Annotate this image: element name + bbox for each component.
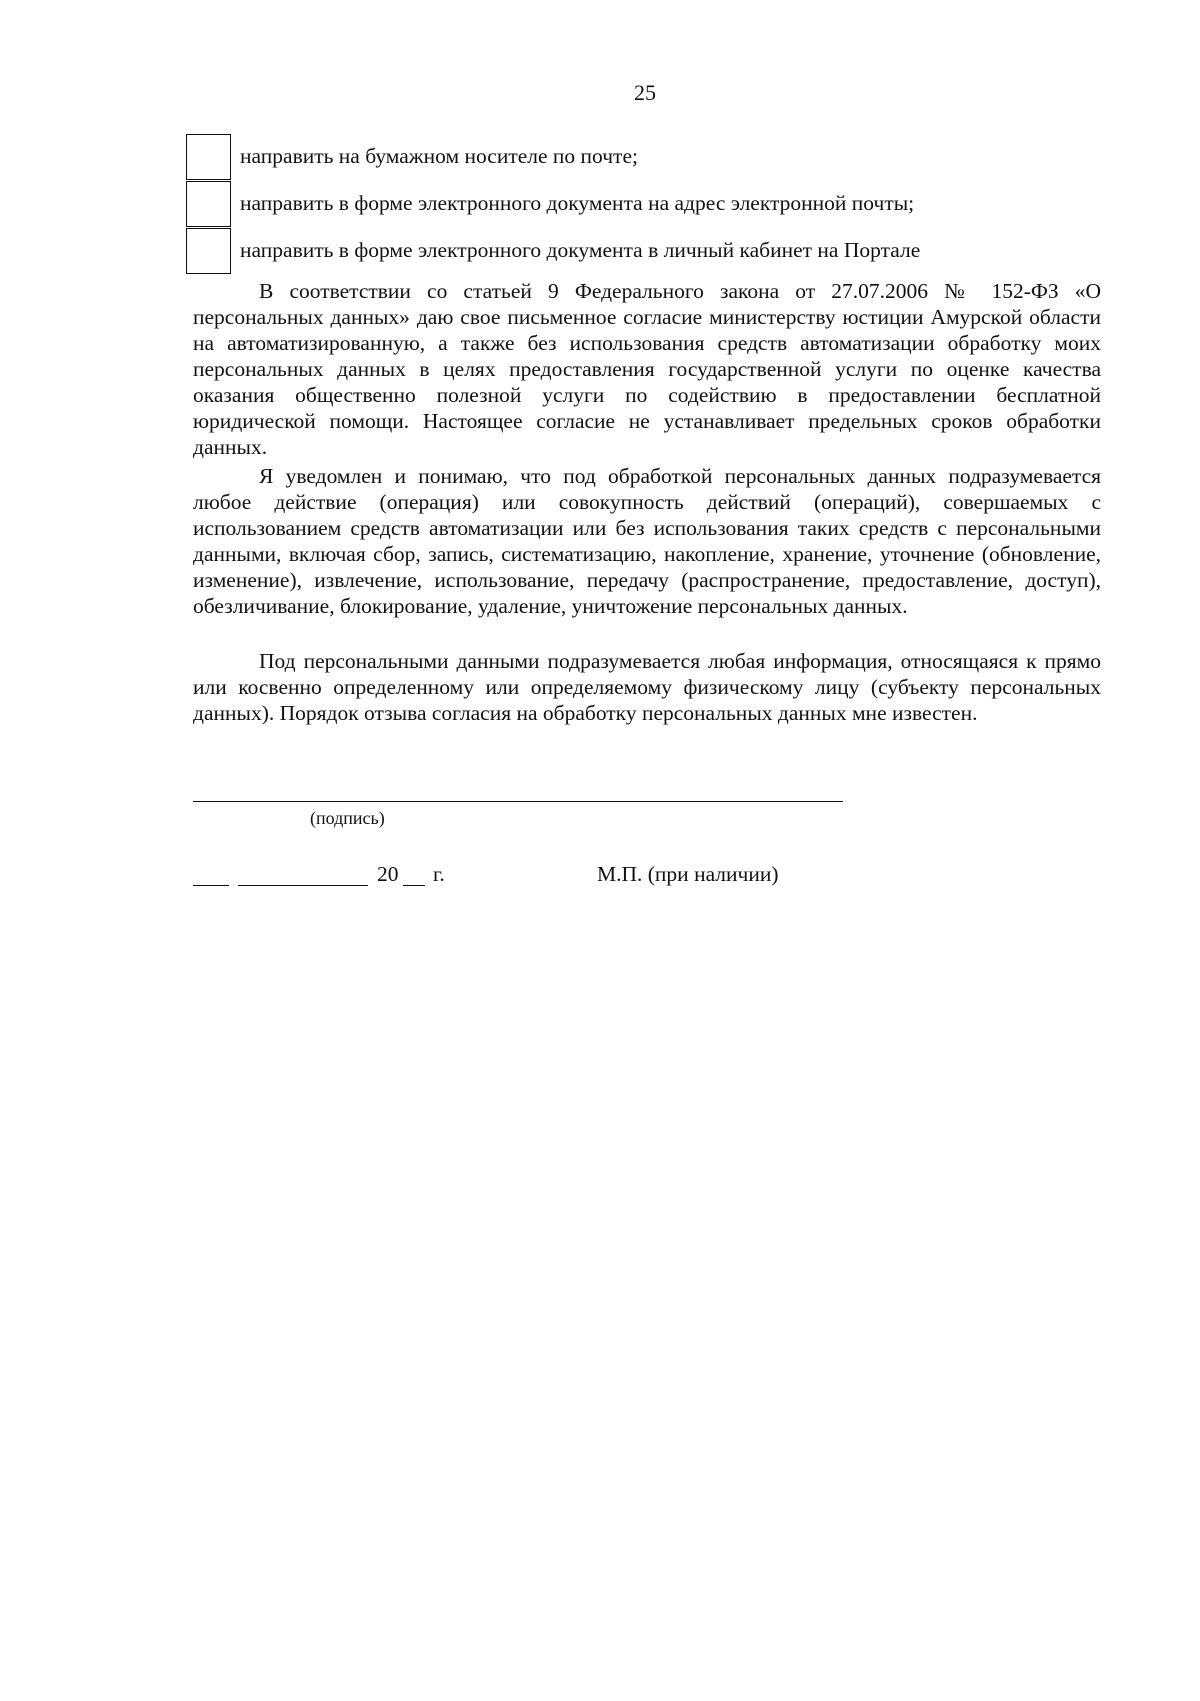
checkbox[interactable] [186, 181, 231, 227]
option-label: направить в форме электронного документа в личный кабинет на Портале [240, 238, 921, 262]
option-email[interactable] [186, 181, 1086, 229]
month-blank[interactable] [238, 885, 368, 886]
year-suffix: г. [433, 862, 445, 886]
option-label: направить на бумажном носителе по почте; [240, 144, 638, 168]
option-paper-mail[interactable] [186, 134, 1086, 182]
day-blank[interactable] [193, 885, 229, 886]
checkbox[interactable] [186, 228, 231, 274]
personal-data-paragraph: Под персональными данными подразумевается любая информация, относящаяся к прямо или косвенно определенному или определяемому физическому лицу (субъекту персональных данных). Порядок отзыва согласия на обработку персональных данных мне известен. [193, 649, 1101, 725]
stamp-label: М.П. (при наличии) [597, 862, 779, 886]
year-blank[interactable] [403, 885, 425, 886]
date-row [193, 862, 993, 890]
page-number: 25 [634, 80, 656, 105]
signature-line[interactable] [193, 801, 843, 802]
processing-paragraph: Я уведомлен и понимаю, что под обработкой персональных данных подразумевается любое действие (операция) или совокупность действий (операций), совершаемых с использованием средств автоматизации или без использования таких средств с персональными данными, включая сбор, запись, систематизацию, накопление, хранение, уточнение (обновление, изменение), извлечение, использование, передачу (распространение, предоставление, доступ), обезличивание, блокирование, удаление, уничтожение персональных данных. [193, 464, 1101, 618]
year-prefix: 20 [377, 862, 399, 886]
checkbox[interactable] [186, 134, 231, 180]
consent-paragraph: В соответствии со статьей 9 Федерального закона от 27.07.2006 № 152-ФЗ «О персональных данных» даю свое письменное согласие министерству юстиции Амурской области на автоматизированную, а также без использования средств автоматизации обработку моих персональных данных в целях предоставления государственной услуги по оценке качества оказания общественно полезной услуги по содействию в предоставлении бесплатной юридической помощи. Настоящее согласие не устанавливает предельных сроков обработки данных. [193, 279, 1101, 459]
option-label: направить в форме электронного документа на адрес электронной почты; [240, 191, 915, 215]
option-portal-cabinet[interactable] [186, 228, 1086, 276]
signature-caption: (подпись) [310, 808, 385, 828]
